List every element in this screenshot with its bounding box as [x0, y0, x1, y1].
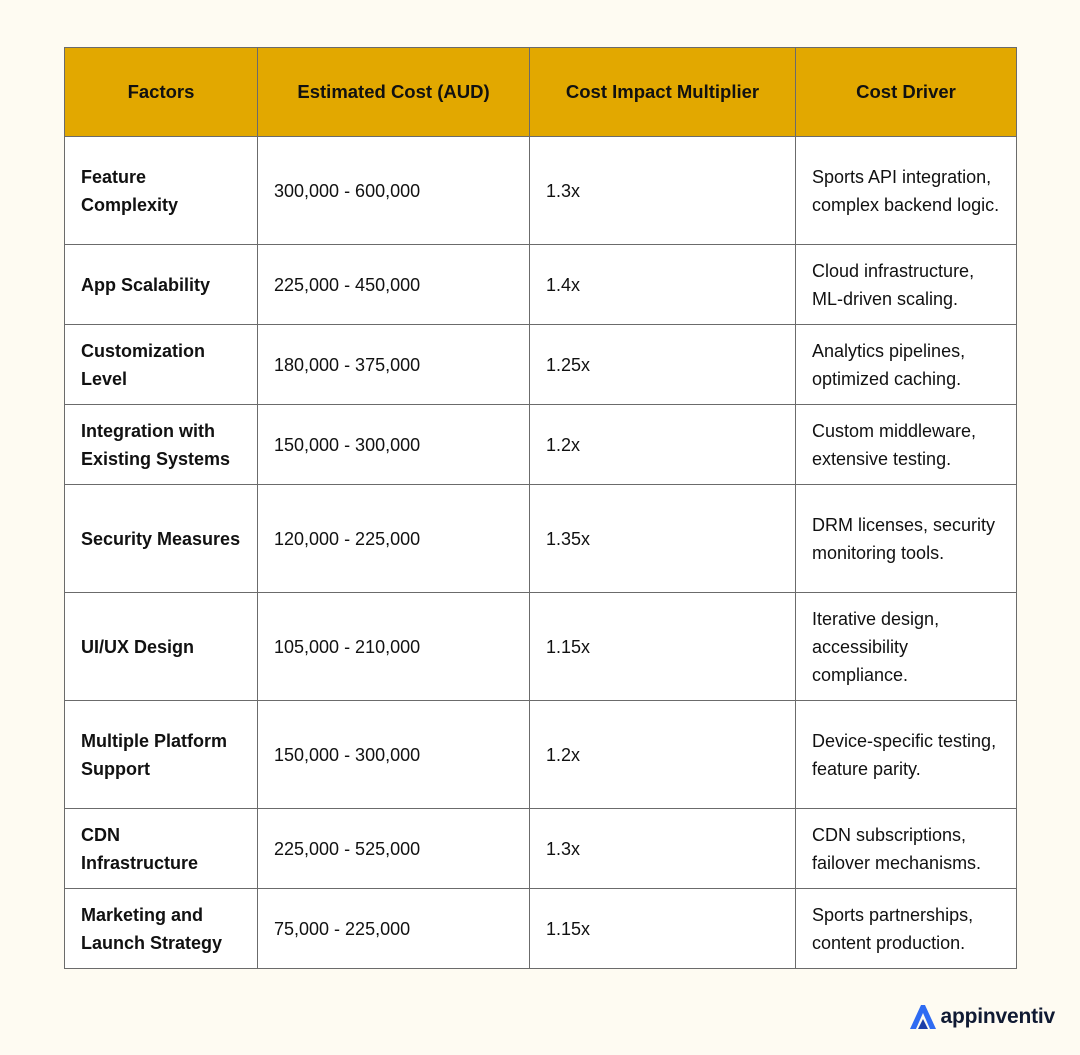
driver-cell: Iterative design, accessibility compliance.: [796, 593, 1017, 701]
cost-cell: 120,000 - 225,000: [258, 485, 530, 593]
driver-cell: Cloud infrastructure, ML-driven scaling.: [796, 245, 1017, 325]
multiplier-cell: 1.4x: [530, 245, 796, 325]
multiplier-cell: 1.35x: [530, 485, 796, 593]
multiplier-cell: 1.25x: [530, 325, 796, 405]
factor-cell: Multiple Platform Support: [65, 701, 258, 809]
driver-cell: Device-specific testing, feature parity.: [796, 701, 1017, 809]
factor-cell: Feature Complexity: [65, 137, 258, 245]
table-header-row: [65, 48, 1017, 137]
factor-cell: UI/UX Design: [65, 593, 258, 701]
multiplier-cell: 1.15x: [530, 593, 796, 701]
driver-cell: DRM licenses, security monitoring tools.: [796, 485, 1017, 593]
table-row: [65, 405, 1017, 485]
cost-cell: 75,000 - 225,000: [258, 889, 530, 969]
table-row: [65, 593, 1017, 701]
multiplier-cell: 1.3x: [530, 809, 796, 889]
multiplier-cell: 1.2x: [530, 405, 796, 485]
brand-logo: [908, 1003, 1056, 1031]
table-row: [65, 485, 1017, 593]
appinventiv-logo-icon: [908, 1003, 938, 1031]
brand-name: appinventiv: [940, 1005, 1055, 1028]
table-row: [65, 809, 1017, 889]
header-factors: Factors: [65, 48, 258, 137]
driver-cell: Custom middleware, extensive testing.: [796, 405, 1017, 485]
header-estimated-cost: Estimated Cost (AUD): [258, 48, 530, 137]
cost-cell: 225,000 - 450,000: [258, 245, 530, 325]
driver-cell: Sports API integration, complex backend logic.: [796, 137, 1017, 245]
factor-cell: Security Measures: [65, 485, 258, 593]
multiplier-cell: 1.15x: [530, 889, 796, 969]
multiplier-cell: 1.2x: [530, 701, 796, 809]
header-cost-impact-multiplier: Cost Impact Multiplier: [530, 48, 796, 137]
table-row: [65, 889, 1017, 969]
factor-cell: Integration with Existing Systems: [65, 405, 258, 485]
cost-cell: 180,000 - 375,000: [258, 325, 530, 405]
cost-table: [64, 47, 1017, 969]
multiplier-cell: 1.3x: [530, 137, 796, 245]
cost-cell: 225,000 - 525,000: [258, 809, 530, 889]
table-row: [65, 701, 1017, 809]
driver-cell: CDN subscriptions, failover mechanisms.: [796, 809, 1017, 889]
factor-cell: Customization Level: [65, 325, 258, 405]
table-row: [65, 137, 1017, 245]
driver-cell: Analytics pipelines, optimized caching.: [796, 325, 1017, 405]
header-cost-driver: Cost Driver: [796, 48, 1017, 137]
factor-cell: App Scalability: [65, 245, 258, 325]
cost-cell: 150,000 - 300,000: [258, 701, 530, 809]
factor-cell: Marketing and Launch Strategy: [65, 889, 258, 969]
factor-cell: CDN Infrastructure: [65, 809, 258, 889]
table-row: [65, 325, 1017, 405]
cost-cell: 150,000 - 300,000: [258, 405, 530, 485]
cost-cell: 105,000 - 210,000: [258, 593, 530, 701]
cost-cell: 300,000 - 600,000: [258, 137, 530, 245]
table-row: [65, 245, 1017, 325]
driver-cell: Sports partnerships, content production.: [796, 889, 1017, 969]
